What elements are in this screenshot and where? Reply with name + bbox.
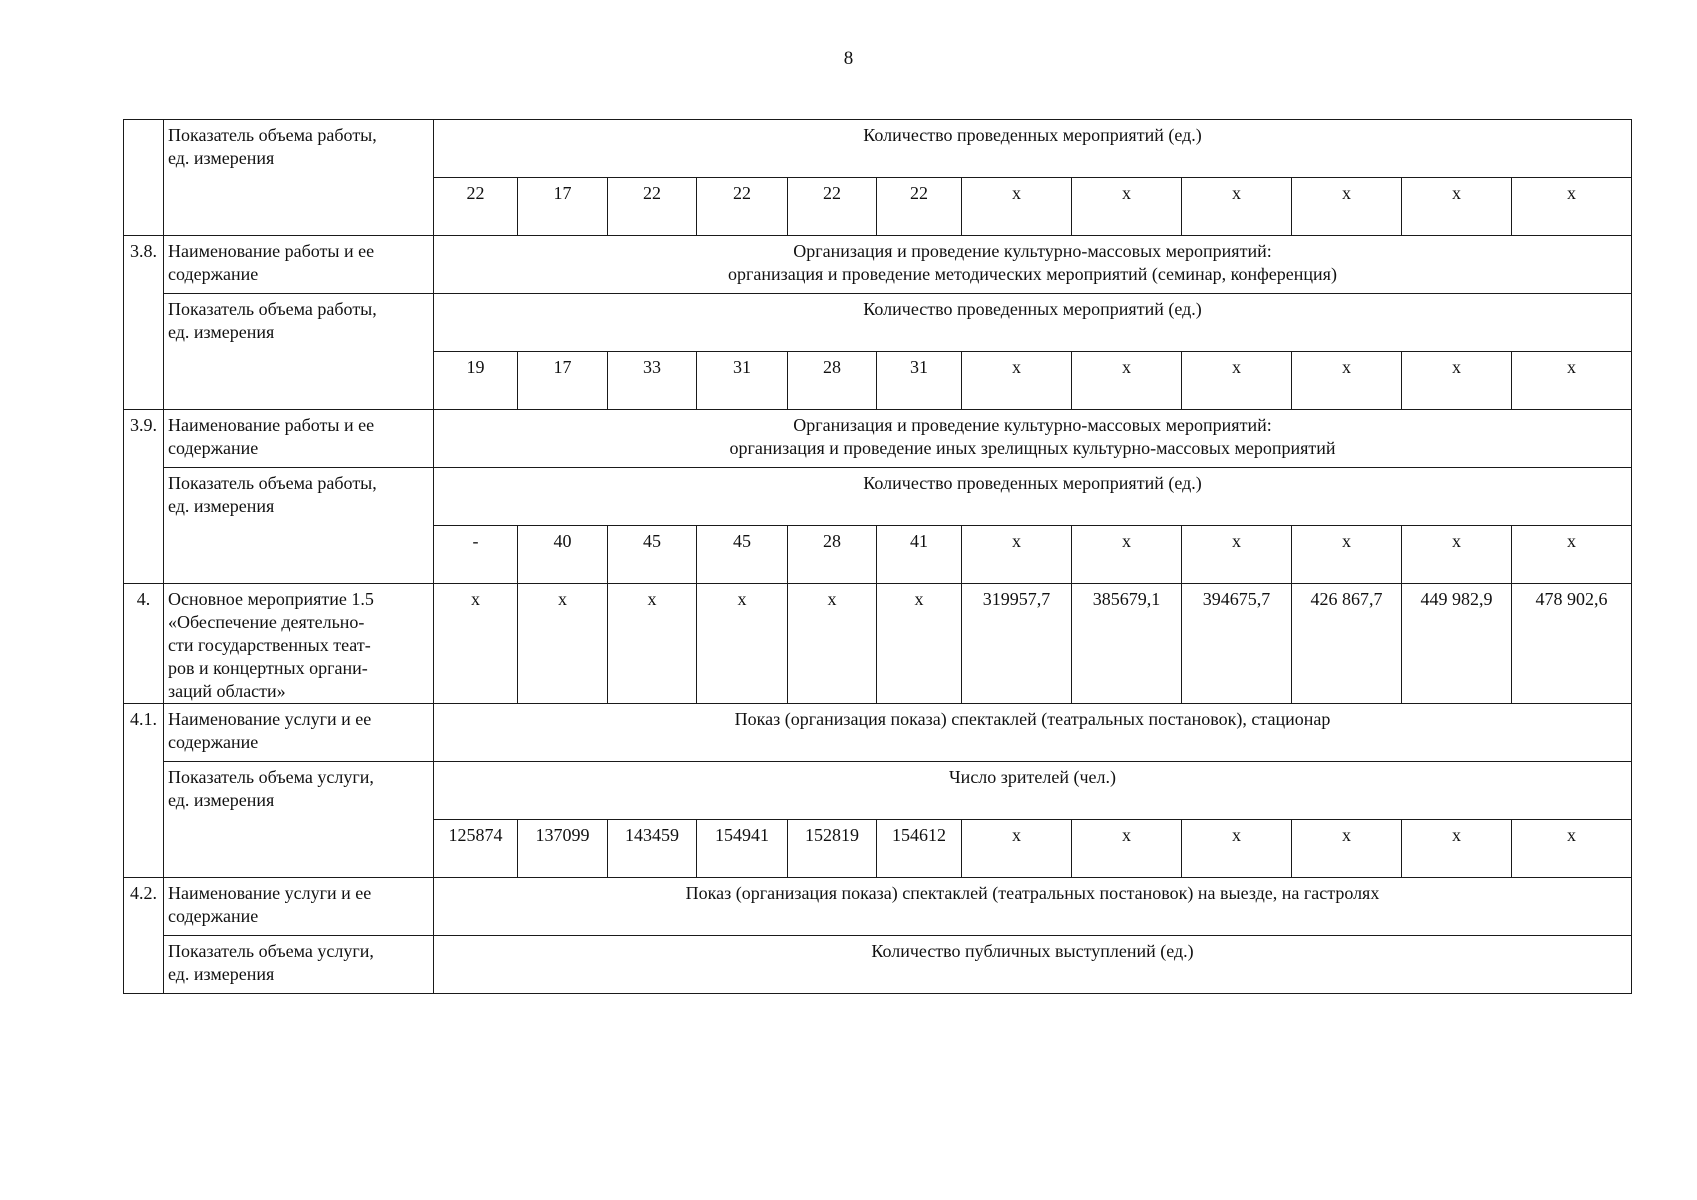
work-name-text: Организация и проведение культурно-массовых мероприятий: организация и проведение методических мероприятий (семинар, конференция) [434,236,1632,294]
value-cell: 22 [697,178,788,236]
value-cell: x [1072,352,1182,410]
row-number [124,120,164,236]
value-cell: x [962,178,1072,236]
service-name-text: Показ (организация показа) спектаклей (театральных постановок), стационар [434,704,1632,762]
value-cell: x [1072,526,1182,584]
value-cell: x [518,584,608,704]
table-row [124,936,1632,994]
table-row [124,584,1632,704]
value-cell: 449 982,9 [1402,584,1512,704]
value-cell: x [608,584,697,704]
value-cell: 22 [877,178,962,236]
value-cell: x [1072,820,1182,878]
indicator-text: Количество проведенных мероприятий (ед.) [434,120,1632,178]
value-cell: x [1512,178,1632,236]
row-label: Наименование услуги и ее содержание [164,878,434,936]
value-cell: 385679,1 [1072,584,1182,704]
row-number: 4. [124,584,164,704]
value-cell: 394675,7 [1182,584,1292,704]
value-cell: 426 867,7 [1292,584,1402,704]
value-cell: 17 [518,178,608,236]
value-cell: x [1292,820,1402,878]
value-cell: x [434,584,518,704]
value-cell: 45 [608,526,697,584]
table-row [124,878,1632,936]
value-cell: x [877,584,962,704]
row-label: Показатель объема работы, ед. измерения [164,468,434,584]
value-cell: x [1292,526,1402,584]
value-cell: x [788,584,877,704]
value-cell: 28 [788,352,877,410]
indicator-text: Количество проведенных мероприятий (ед.) [434,294,1632,352]
value-cell: 22 [434,178,518,236]
table-row [124,120,1632,178]
row-number: 3.9. [124,410,164,584]
value-cell: x [1072,178,1182,236]
value-cell: 17 [518,352,608,410]
value-cell: x [1402,820,1512,878]
value-cell: 152819 [788,820,877,878]
table-row [124,236,1632,294]
row-label: Показатель объема услуги, ед. измерения [164,936,434,994]
row-number: 4.2. [124,878,164,994]
value-cell: x [1182,178,1292,236]
value-cell: x [1292,178,1402,236]
value-cell: x [1182,352,1292,410]
value-cell: x [697,584,788,704]
table-row [124,410,1632,468]
value-cell: 143459 [608,820,697,878]
table-row [124,294,1632,352]
value-cell: 154941 [697,820,788,878]
value-cell: 154612 [877,820,962,878]
value-cell: 22 [788,178,877,236]
value-cell: - [434,526,518,584]
value-cell: x [1512,526,1632,584]
value-cell: x [1402,352,1512,410]
table-row [124,704,1632,762]
table-row [124,762,1632,820]
value-cell: 478 902,6 [1512,584,1632,704]
plan-table [123,119,1632,994]
value-cell: 19 [434,352,518,410]
value-cell: x [1292,352,1402,410]
service-name-text: Показ (организация показа) спектаклей (театральных постановок) на выезде, на гастролях [434,878,1632,936]
page-number: 8 [843,48,854,69]
value-cell: 28 [788,526,877,584]
value-cell: x [962,352,1072,410]
table-row [124,468,1632,526]
value-cell: x [1402,178,1512,236]
row-label: Наименование работы и ее содержание [164,410,434,468]
value-cell: x [1512,820,1632,878]
row-label: Основное мероприятие 1.5 «Обеспечение деятельно- сти государственных теат- ров и концертных органи- заций области» [164,584,434,704]
row-label: Наименование услуги и ее содержание [164,704,434,762]
indicator-text: Количество публичных выступлений (ед.) [434,936,1632,994]
value-cell: x [962,526,1072,584]
value-cell: 319957,7 [962,584,1072,704]
value-cell: 31 [877,352,962,410]
indicator-text: Количество проведенных мероприятий (ед.) [434,468,1632,526]
row-label: Наименование работы и ее содержание [164,236,434,294]
row-number: 3.8. [124,236,164,410]
work-name-text: Организация и проведение культурно-массовых мероприятий: организация и проведение иных зрелищных культурно-массовых мероприятий [434,410,1632,468]
row-label: Показатель объема работы, ед. измерения [164,120,434,236]
value-cell: 125874 [434,820,518,878]
value-cell: 45 [697,526,788,584]
value-cell: x [1182,526,1292,584]
value-cell: x [1402,526,1512,584]
value-cell: 137099 [518,820,608,878]
row-number: 4.1. [124,704,164,878]
value-cell: x [1182,820,1292,878]
value-cell: 40 [518,526,608,584]
value-cell: 41 [877,526,962,584]
value-cell: x [962,820,1072,878]
value-cell: 31 [697,352,788,410]
value-cell: 33 [608,352,697,410]
row-label: Показатель объема услуги, ед. измерения [164,762,434,878]
value-cell: x [1512,352,1632,410]
value-cell: 22 [608,178,697,236]
indicator-text: Число зрителей (чел.) [434,762,1632,820]
row-label: Показатель объема работы, ед. измерения [164,294,434,410]
